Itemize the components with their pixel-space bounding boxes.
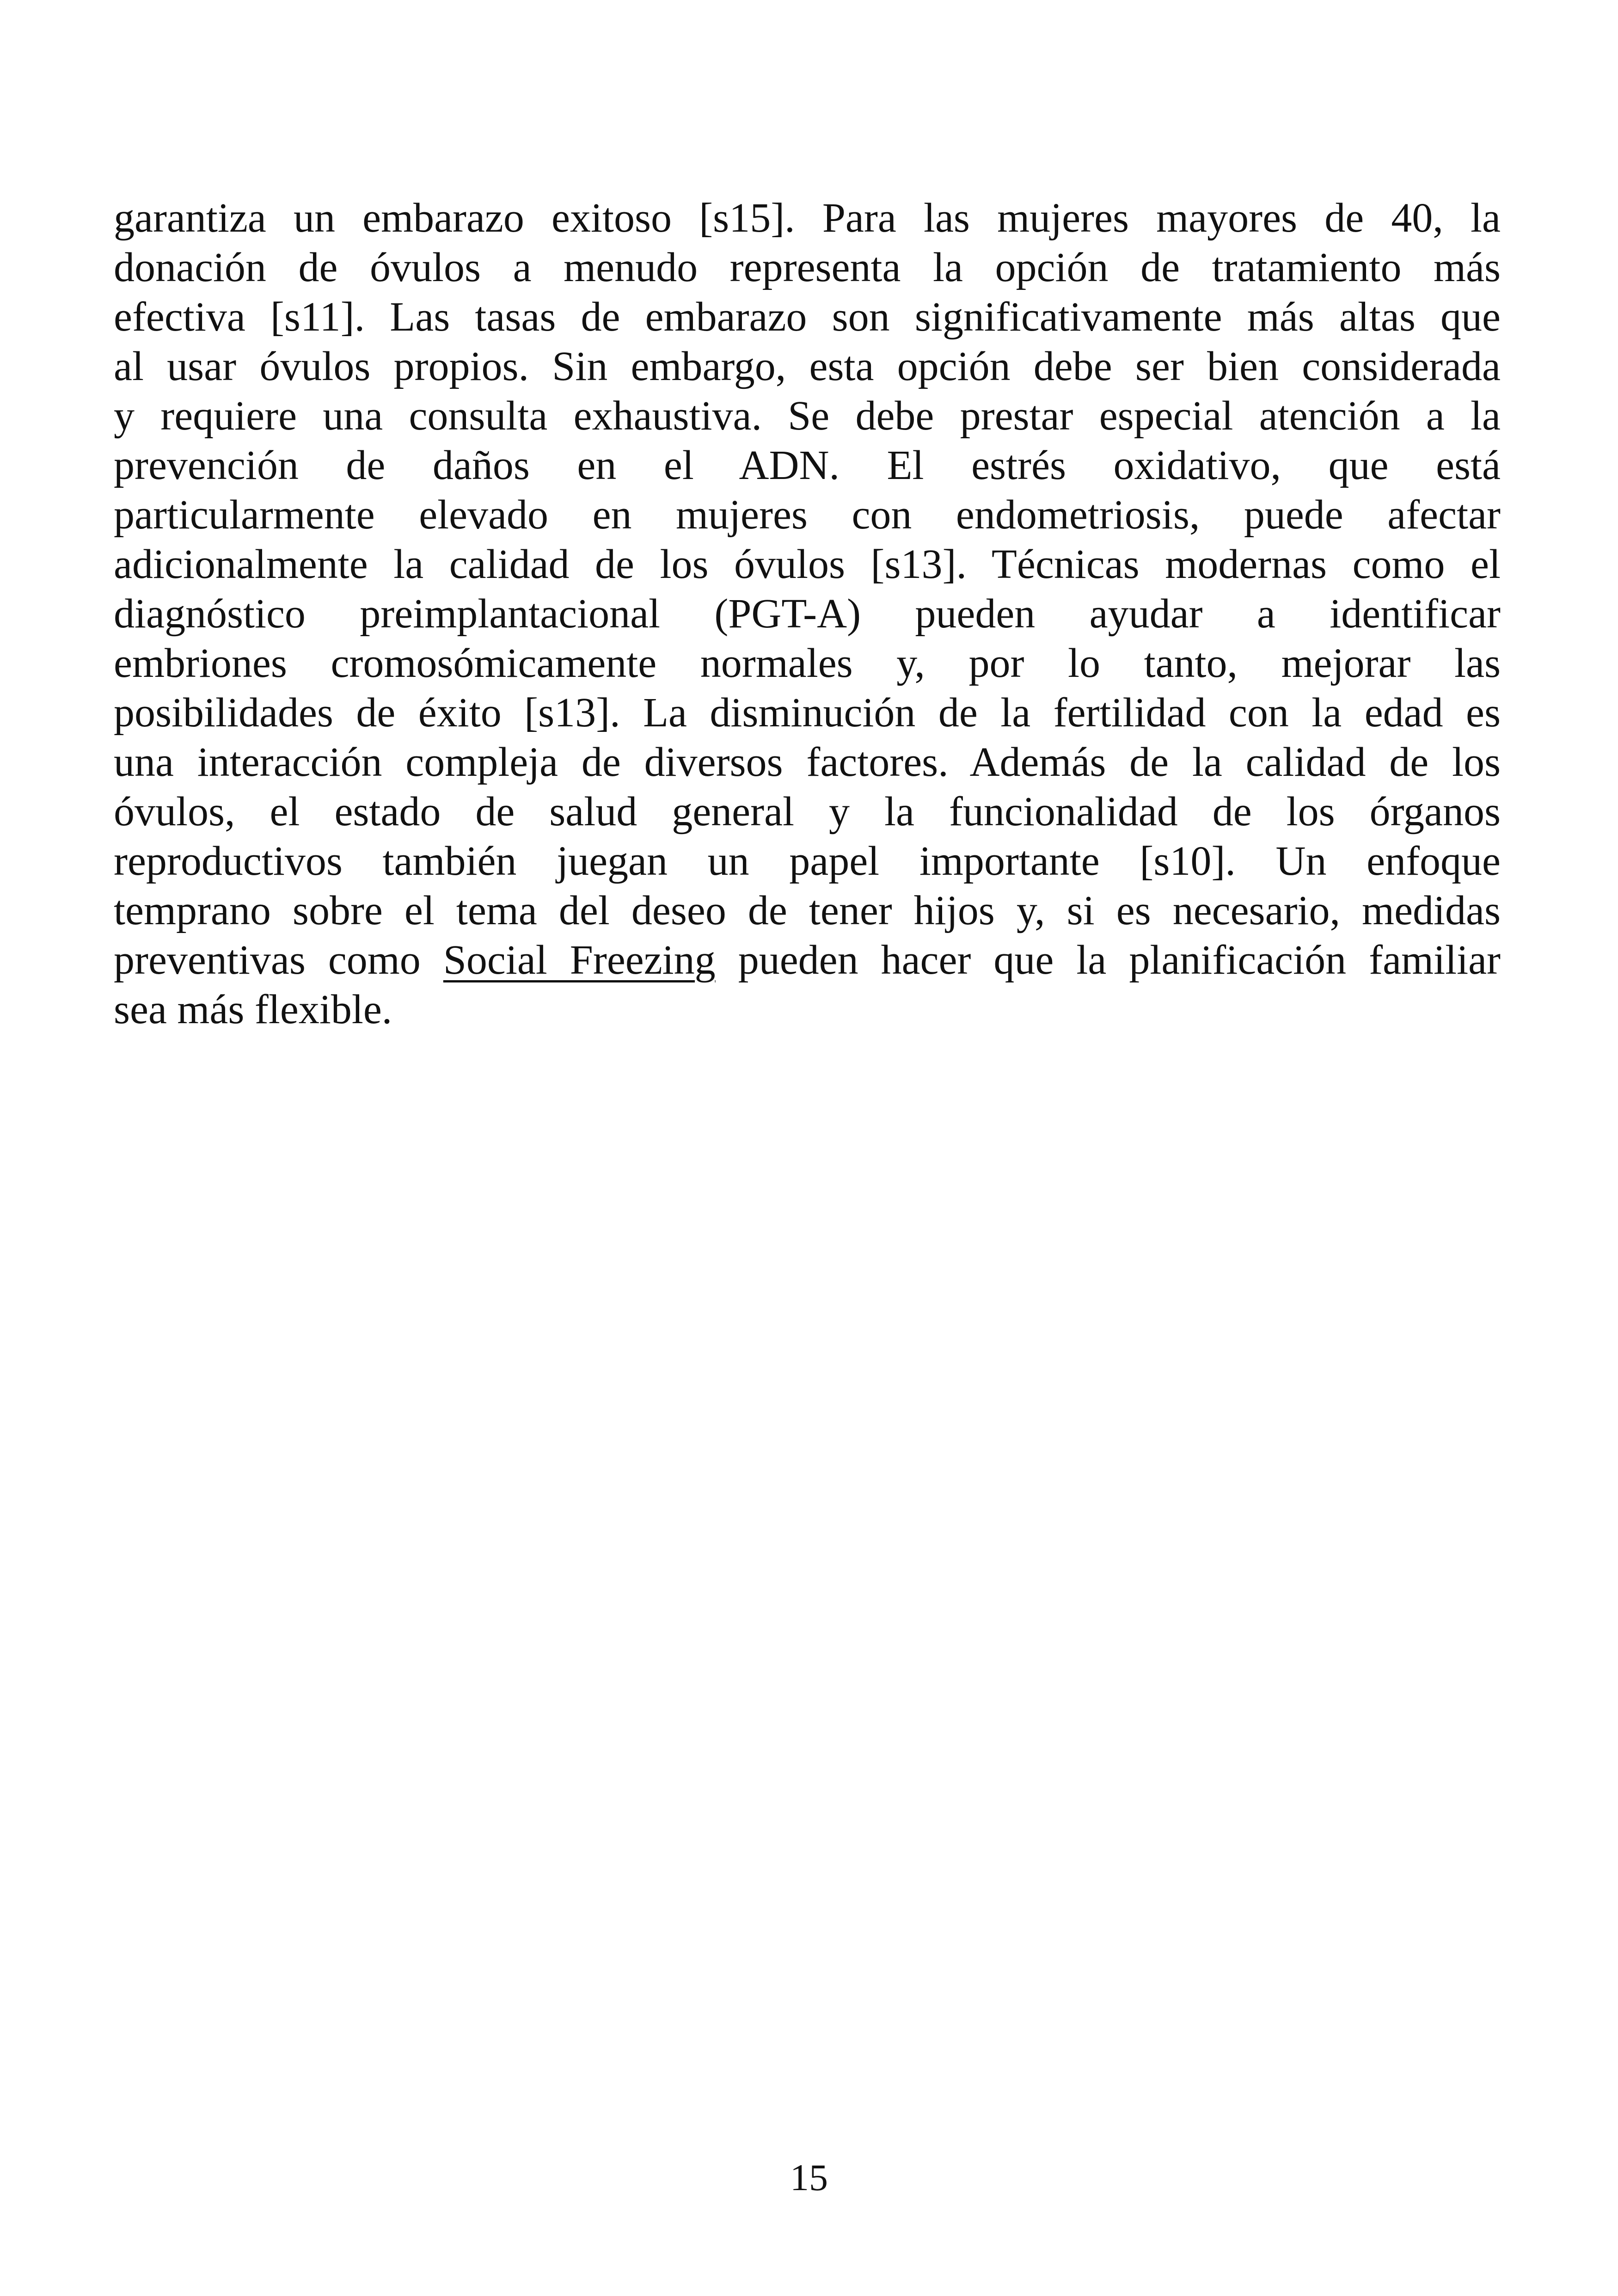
- text-line-last: sea más flexible.: [114, 987, 392, 1032]
- text-line: embriones cromosómicamente normales y, por lo tanto, mejorar las: [114, 640, 1501, 686]
- text-line: y requiere una consulta exhaustiva. Se debe prestar especial atención a la: [114, 393, 1501, 439]
- text-line-with-link: [114, 935, 1501, 985]
- text-line: donación de óvulos a menudo representa la opción de tratamiento más: [114, 245, 1501, 290]
- page-number: 15: [790, 2156, 828, 2198]
- text-line: adicionalmente la calidad de los óvulos [s13]. Técnicas modernas como el: [114, 541, 1501, 587]
- text-line: posibilidades de éxito [s13]. La disminución de la fertilidad con la edad es: [114, 690, 1501, 736]
- text-segment: pueden hacer que la planificación familiar: [715, 937, 1501, 983]
- text-line: temprano sobre el tema del deseo de tener hijos y, si es necesario, medidas: [114, 888, 1501, 933]
- text-line: prevención de daños en el ADN. El estrés oxidativo, que está: [114, 442, 1501, 488]
- text-line: garantiza un embarazo exitoso [s15]. Para las mujeres mayores de 40, la: [114, 195, 1501, 241]
- text-line: efectiva [s11]. Las tasas de embarazo son significativamente más altas que: [114, 294, 1501, 340]
- text-line: reproductivos también juegan un papel importante [s10]. Un enfoque: [114, 838, 1501, 884]
- text-line: particularmente elevado en mujeres con endometriosis, puede afectar: [114, 492, 1501, 538]
- text-line: diagnóstico preimplantacional (PGT-A) pueden ayudar a identificar: [114, 591, 1501, 637]
- body-paragraph: [114, 193, 1501, 1034]
- text-line: una interacción compleja de diversos factores. Además de la calidad de los: [114, 739, 1501, 785]
- text-line: al usar óvulos propios. Sin embargo, esta opción debe ser bien considerada: [114, 344, 1501, 389]
- text-line: óvulos, el estado de salud general y la funcionalidad de los órganos: [114, 789, 1501, 835]
- text-segment: preventivas como: [114, 937, 443, 983]
- social-freezing-link[interactable]: Social Freezing: [443, 937, 716, 983]
